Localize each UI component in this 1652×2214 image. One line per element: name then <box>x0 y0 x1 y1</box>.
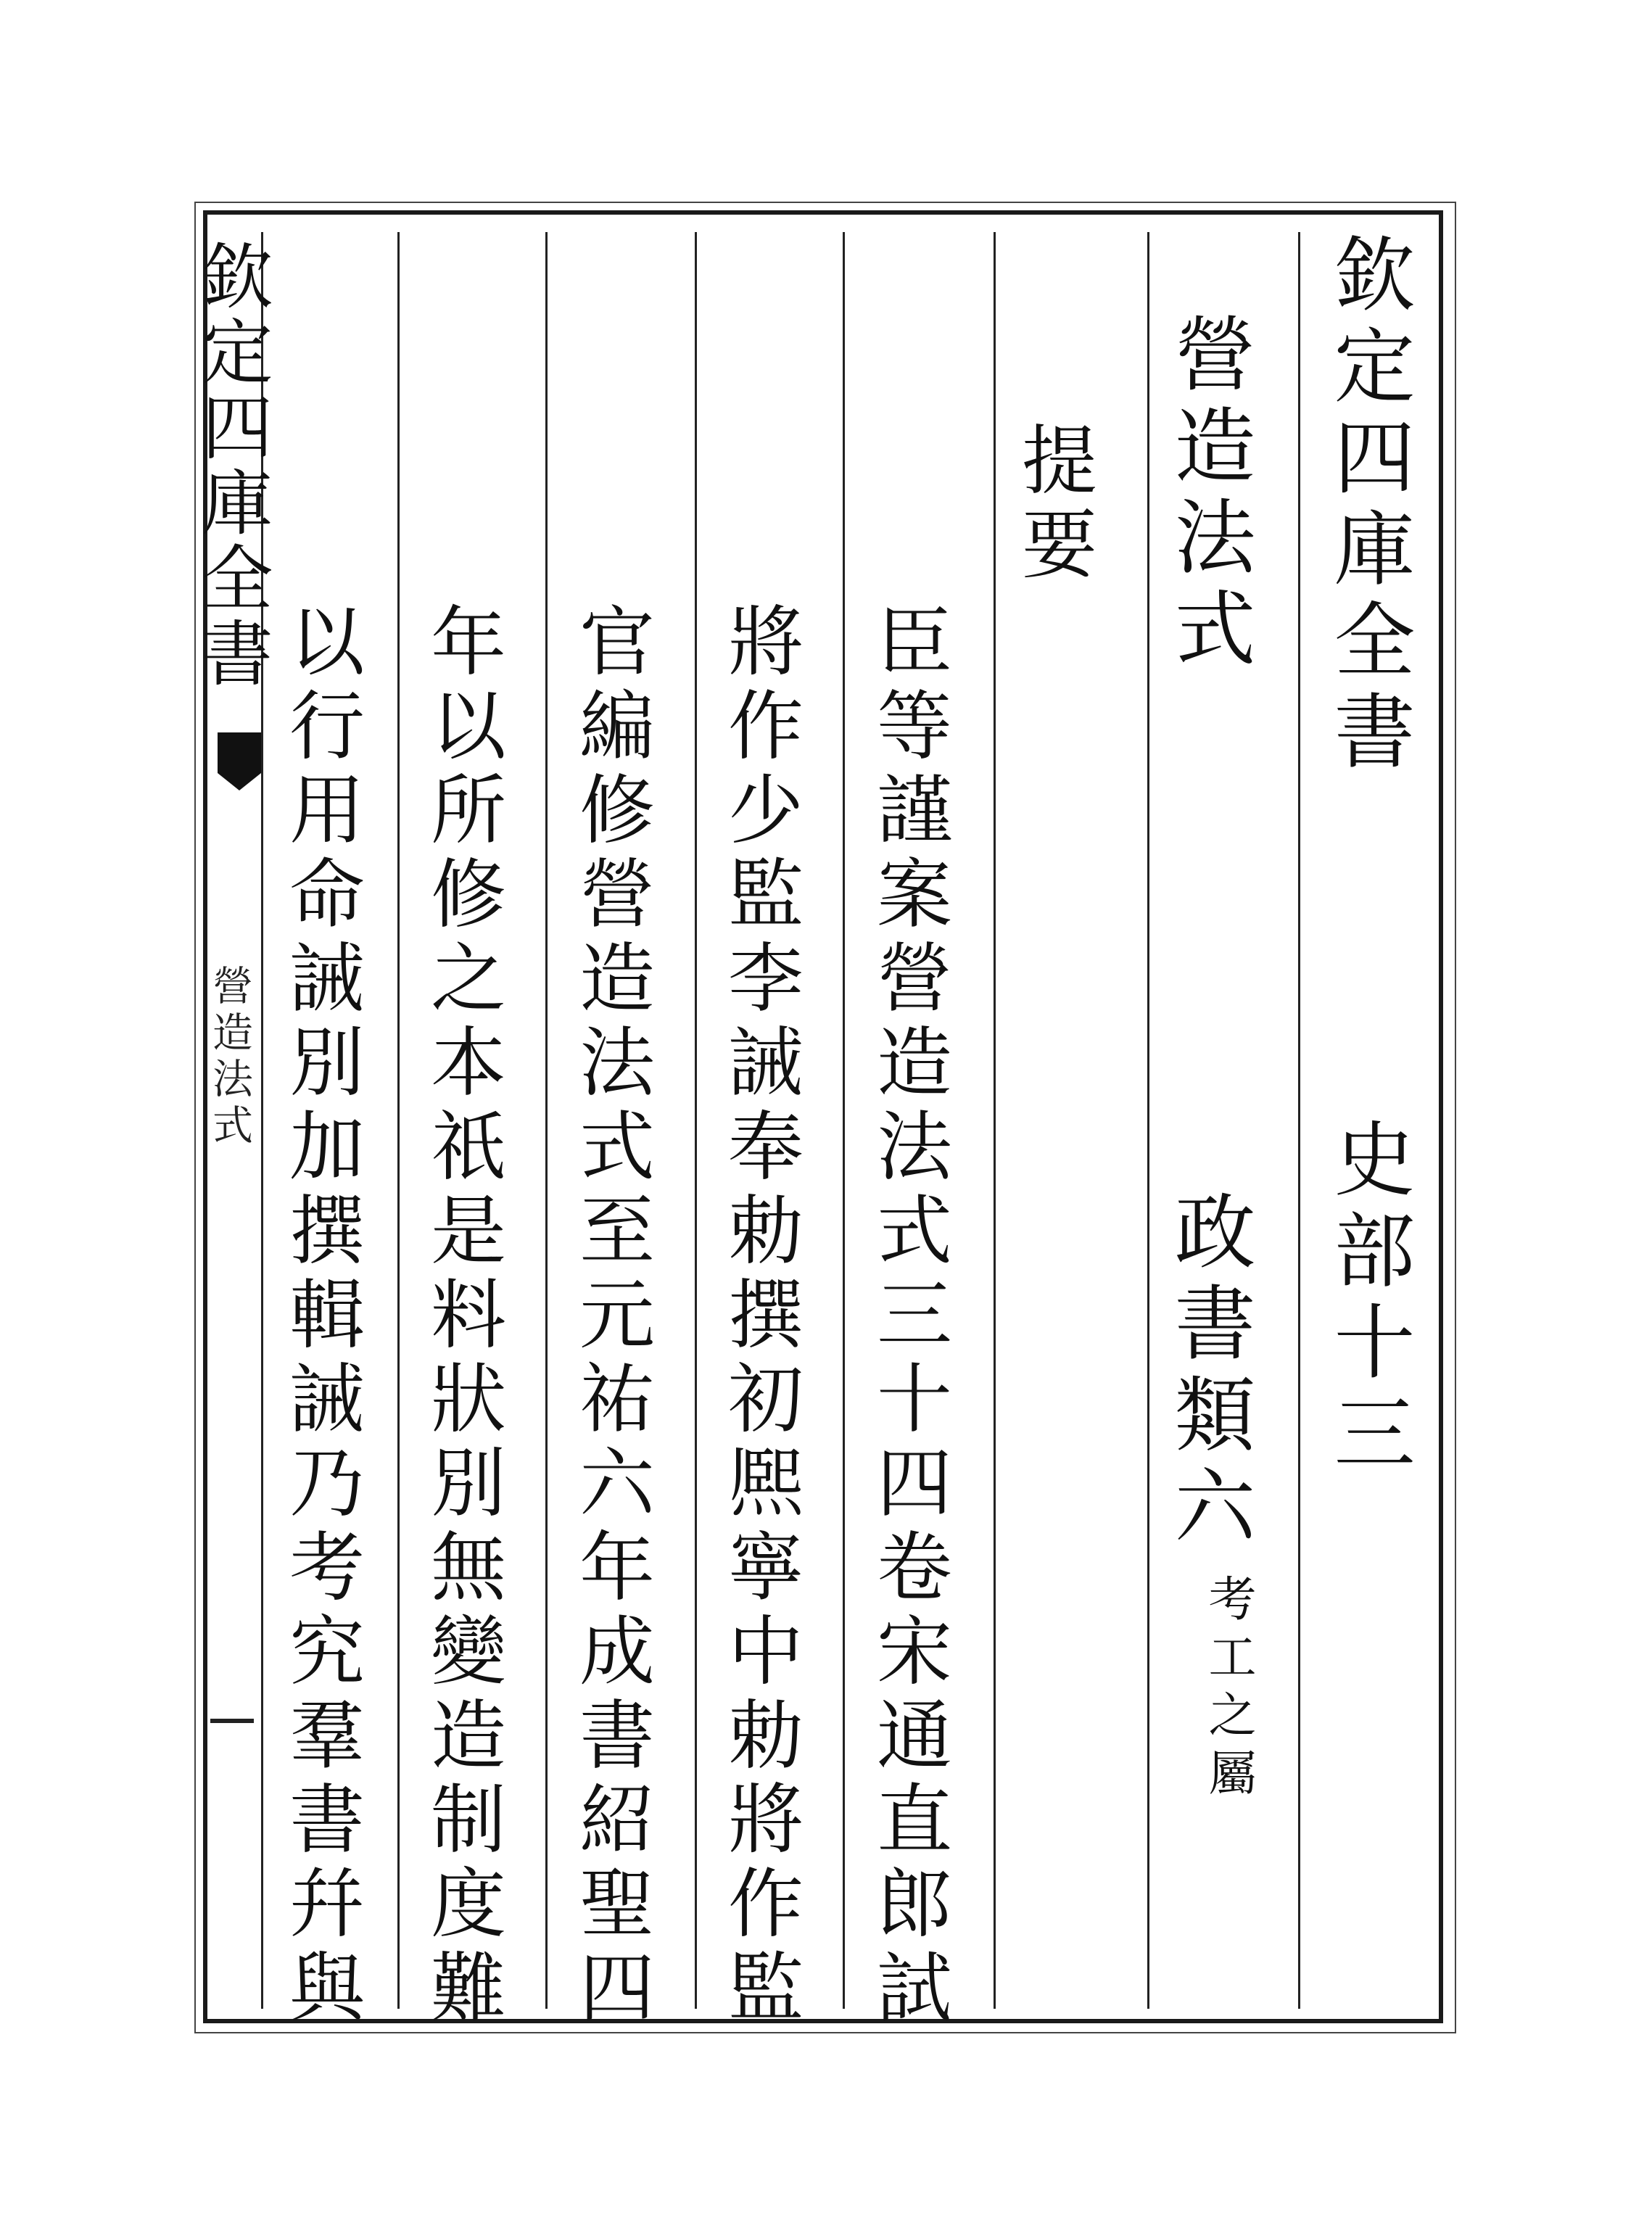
body-column-1: 臣等謹案營造法式三十四卷宋通直郎試 <box>864 602 952 2032</box>
subcategory-label: 考工之屬 <box>1200 1574 1256 1806</box>
collection-title: 欽定四庫全書 <box>1321 232 1415 780</box>
column-rule <box>397 232 400 2009</box>
work-title: 營造法式 <box>1161 312 1255 677</box>
column-rule <box>843 232 845 2009</box>
body-column-4: 年以所修之本祇是料狀別無變造制度難 <box>418 602 506 2032</box>
spine-page-number-mark <box>210 1719 254 1723</box>
column-rule <box>695 232 697 2009</box>
page-border <box>203 210 1443 2023</box>
heading: 提要 <box>1009 421 1097 589</box>
column-rule <box>545 232 548 2009</box>
category-label: 政書類六 <box>1161 1189 1255 1555</box>
spine-title: 欽定四庫全書 <box>190 239 273 692</box>
column-rule <box>994 232 996 2009</box>
body-column-2: 將作少監李誡奉勅撰初熈寧中勅將作監 <box>715 602 804 2032</box>
body-column-3: 官編修營造法式至元祐六年成書紹聖四 <box>566 602 655 2032</box>
column-rule <box>1147 232 1149 2009</box>
section-label: 史部十三 <box>1321 1117 1415 1482</box>
spine-book-title: 營造法式 <box>206 965 253 1150</box>
column-rule <box>1298 232 1300 2009</box>
body-column-5: 以行用命誡別加撰輯誡乃考究羣書幷與 <box>276 602 365 2032</box>
